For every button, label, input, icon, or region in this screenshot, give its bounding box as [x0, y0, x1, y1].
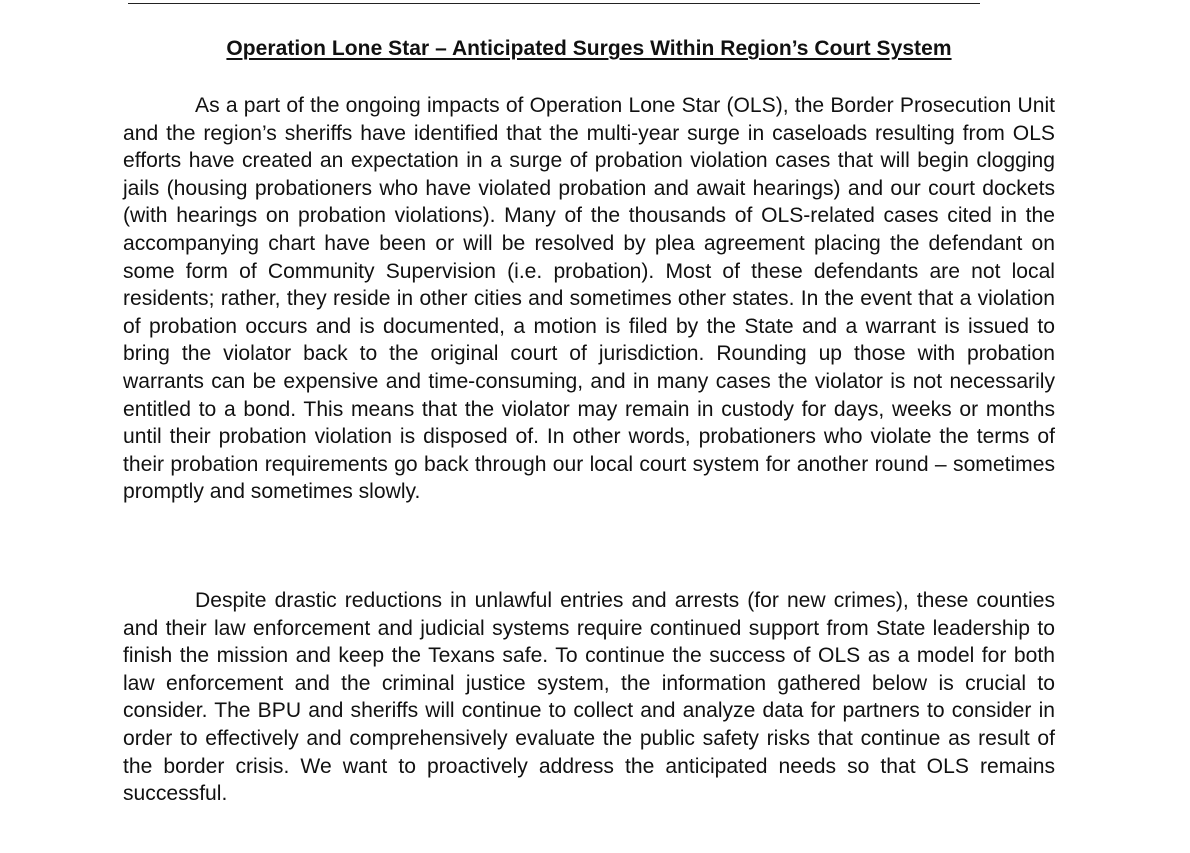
document-title: Operation Lone Star – Anticipated Surges Within Region’s Court System [226, 37, 952, 60]
top-divider-rule [128, 3, 980, 4]
body-paragraph-1: As a part of the ongoing impacts of Operation Lone Star (OLS), the Border Prosecution Unit and the region’s sheriffs have identified that the multi-year surge in caseloads resulting from OLS efforts have created an expectation in a surge of probation violation cases that will begin clogging jails (housing probationers who have violated probation and await hearings) and our court dockets (with hearings on probation violations). Many of the thousands of OLS-related cases cited in the accompanying chart have been or will be resolved by plea agreement placing the defendant on some form of Community Supervision (i.e. probation). Most of these defendants are not local residents; rather, they reside in other cities and sometimes other states. In the event that a violation of probation occurs and is documented, a motion is filed by the State and a warrant is issued to bring the violator back to the original court of jurisdiction. Rounding up those with probation warrants can be expensive and time-consuming, and in many cases the violator is not necessarily entitled to a bond. This means that the violator may remain in custody for days, weeks or months until their probation violation is disposed of. In other words, probationers who violate the terms of their probation requirements go back through our local court system for another round – sometimes promptly and sometimes slowly. [123, 94, 1055, 504]
body-paragraph-2: Despite drastic reductions in unlawful entries and arrests (for new crimes), these counties and their law enforcement and judicial systems require continued support from State leadership to finish the mission and keep the Texans safe. To continue the success of OLS as a model for both law enforcement and the criminal justice system, the information gathered below is crucial to consider. The BPU and sheriffs will continue to collect and analyze data for partners to consider in order to effectively and comprehensively evaluate the public safety risks that continue as result of the border crisis. We want to proactively address the anticipated needs so that OLS remains successful. [123, 589, 1055, 806]
